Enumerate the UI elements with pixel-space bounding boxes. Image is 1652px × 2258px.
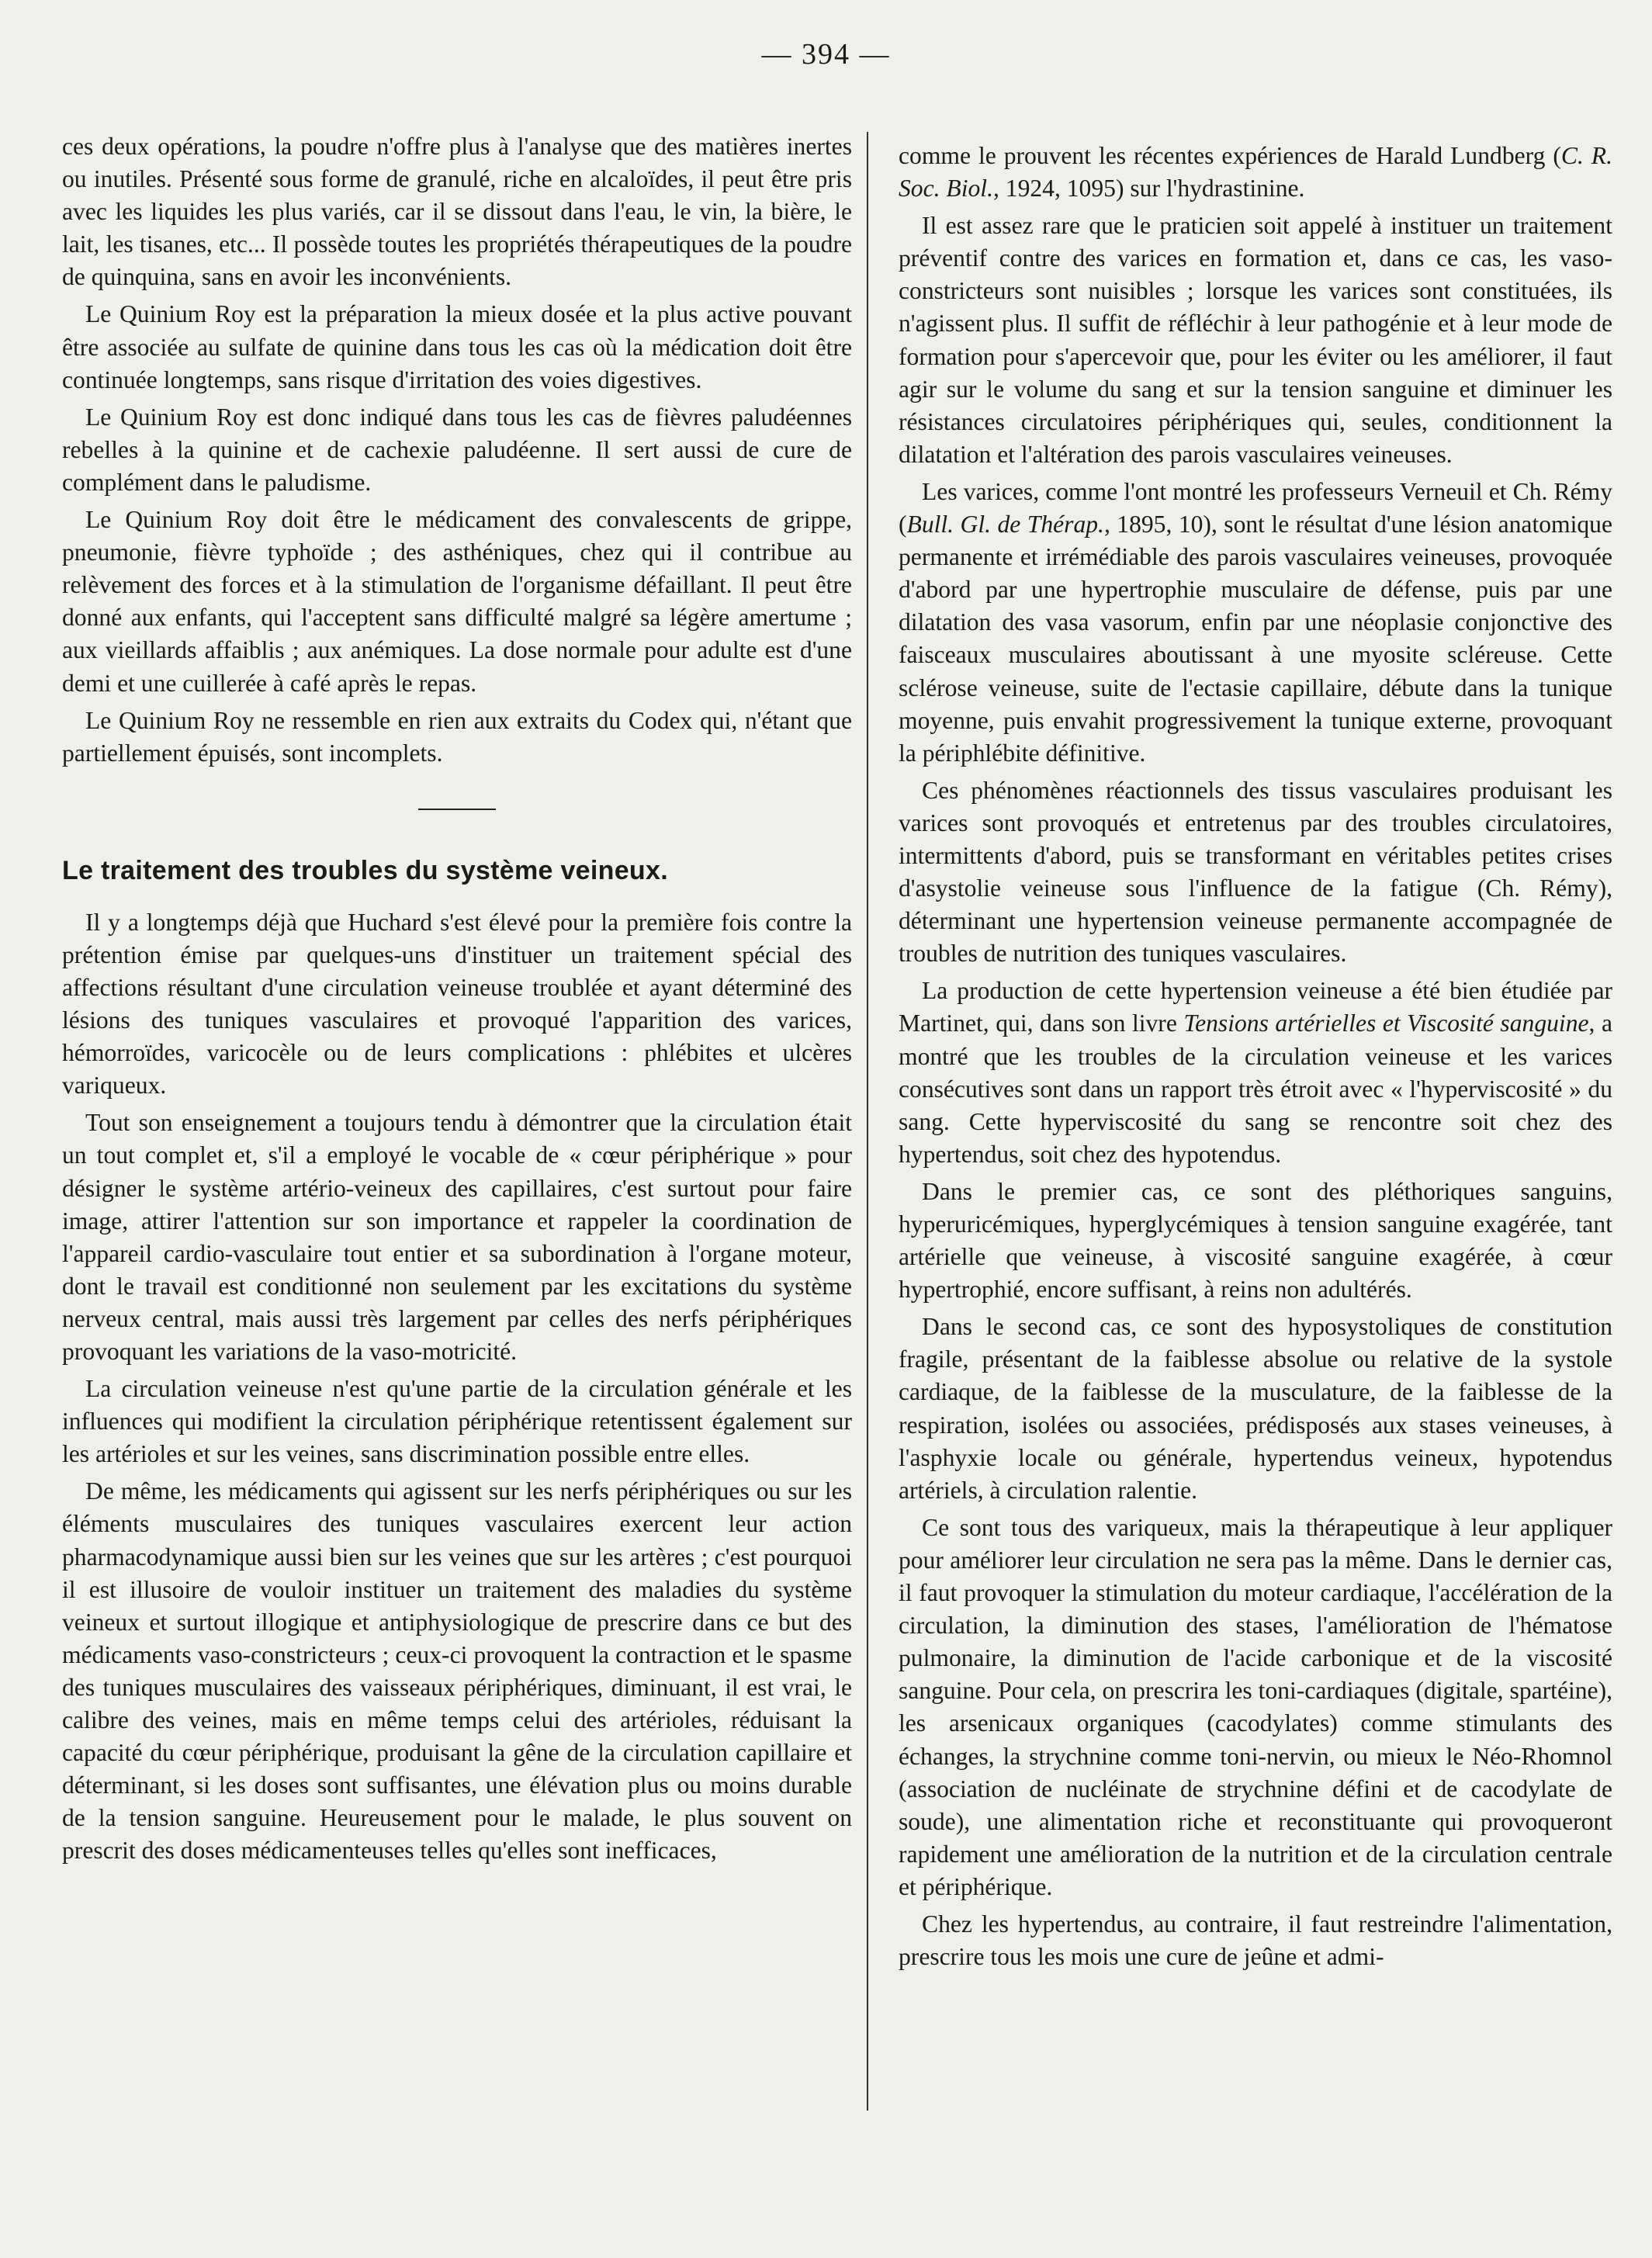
- paragraph: [899, 140, 1612, 205]
- paragraph: Il est assez rare que le praticien soit appelé à instituer un traitement préventif contre des varices en formation et, dans ce cas, les vaso-constricteurs sont nuisibles ; lorsque les varices sont constituées, ils n'agissent plus. Il suffit de réfléchir à leur pathogénie et à leur mode de formation pour s'apercevoir que, pour les éviter ou les améliorer, il faut agir sur le volume du sang et sur la tension sanguine et diminuer les résistances circulatoires périphériques qui, seules, conditionnent la dilatation et l'altération des parois vasculaires veineuses.: [899, 212, 1612, 468]
- paragraph: Ce sont tous des variqueux, mais la thérapeutique à leur appliquer pour améliorer leur circulation ne sera pas la même. Dans le dernier cas, il faut provoquer la stimulation du moteur cardiaque, l'accélération de la circulation, la diminution des stases, l'amélioration de l'hématose pulmonaire, la diminution de l'acide carbonique et de la viscosité sanguine. Pour cela, on prescrira les toni-cardiaques (digitale, spartéine), les arsenicaux organiques (cacodylates) comme stimulants des échanges, la strychnine comme toni-nervin, ou mieux le Néo-Rhomnol (association de nucléinate de strychnine défini et de cacodylate de soude), une alimentation riche et reconstituante qui provoqueront rapidement une amélioration de la nutrition et de la circulation centrale et périphérique.: [899, 1513, 1612, 1900]
- paragraph: Dans le premier cas, ce sont des pléthoriques sanguins, hyperuricémiques, hyperglycémiques à tension sanguine exagérée, tant artérielle que veineuse, à viscosité sanguine exagérée, à cœur hypertrophié, encore suffisant, à reins non adultérés.: [899, 1177, 1612, 1304]
- paragraph: Le Quinium Roy est donc indiqué dans tous les cas de fièvres paludéennes rebelles à la quinine et de cachexie paludéenne. Il sert aussi de cure de complément dans le paludisme.: [62, 403, 852, 496]
- paragraph: De même, les médicaments qui agissent sur les nerfs périphériques ou sur les éléments musculaires des tuniques vasculaires exercent leur action pharmacodynamique aussi bien sur les veines que sur les artères ; c'est pourquoi il est illusoire de vouloir instituer un traitement des maladies du système veineux et surtout illogique et antiphysiologique de prescrire dans ce but des médicaments vaso-constricteurs ; ceux-ci provoquent la contraction et le spasme des tuniques musculaires des vaisseaux périphériques, diminuant, il est vrai, le calibre des veines, mais en même temps celui des artérioles, réduisant la capacité du cœur périphérique, produisant la gêne de la circulation capillaire et déterminant, si les doses sont suffisantes, une élévation plus ou moins durable de la tension sanguine. Heureusement pour le malade, le plus souvent on prescrit des doses médicamenteuses telles qu'elles sont inefficaces,: [62, 1477, 852, 1865]
- paragraph: Le Quinium Roy doit être le médicament des convalescents de grippe, pneumonie, fièvre typhoïde ; des asthéniques, chez qui il contribue au relèvement des forces et à la stimulation de l'organisme défaillant. Il peut être donné aux enfants, qui l'acceptent sans difficulté malgré sa légère amertume ; aux vieillards affaiblis ; aux anémiques. La dose normale pour adulte est d'une demi et une cuillerée à café après le repas.: [62, 506, 852, 697]
- paragraph: Chez les hypertendus, au contraire, il faut restreindre l'alimentation, prescrire tous les mois une cure de jeûne et admi-: [899, 1910, 1612, 1971]
- text-run: , a montré que les troubles de la circulation veineuse et les varices consécutives sont dans un rapport très étroit avec « l'hyperviscosité » du sang. Cette hyperviscosité du sang se rencontre soit chez des hypertendus, soit chez des hypotendus.: [899, 1010, 1612, 1168]
- left-column: [62, 130, 852, 1872]
- citation: Bull. Gl. de Thérap.: [906, 511, 1104, 539]
- page-number: — 394 —: [761, 38, 891, 71]
- paragraph: Il y a longtemps déjà que Huchard s'est élevé pour la première fois contre la prétention émise par quelques-uns d'instituer un traitement spécial des affections résultant d'une circulation veineuse troublée et ayant déterminé des lésions des tuniques vasculaires et provoqué l'apparition des varices, hémorroïdes, varicocèle ou de leurs complications : phlébites et ulcères variqueux.: [62, 908, 852, 1100]
- paragraph: Ces phénomènes réactionnels des tissus vasculaires produisant les varices sont provoqués et entretenus par des troubles circulatoires, intermittents d'abord, puis se transformant en véritables petites crises d'asystolie veineuse sous l'influence de la fatigue (Ch. Rémy), déterminant une hypertension veineuse permanente accompagnée de troubles de nutrition des tuniques vasculaires.: [899, 776, 1612, 968]
- right-column: [899, 140, 1612, 1978]
- text-run: , 1924, 1095) sur l'hydrastinine.: [992, 175, 1305, 203]
- paragraph: Tout son enseignement a toujours tendu à démontrer que la circulation était un tout complet et, s'il a employé le vocable de « cœur périphérique » pour désigner le système artério-veineux des capillaires, c'est surtout pour faire image, attirer l'attention sur son importance et rappeler la coordination de l'appareil cardio-vasculaire tout entier et sa subordination à l'organe moteur, dont le travail est conditionné non seulement par les excitations du système nerveux central, mais aussi très largement par celles des nerfs périphériques provoquant les variations de la vaso-motricité.: [62, 1109, 852, 1365]
- citation: C. R. Soc. Biol.: [899, 142, 1612, 203]
- column-divider: [867, 132, 868, 2111]
- paragraph: [899, 975, 1612, 1171]
- paragraph: Le Quinium Roy est la préparation la mieux dosée et la plus active pouvant être associée au sulfate de quinine dans tous les cas où la médication doit être continuée longtemps, sans risque d'irritation des voies digestives.: [62, 300, 852, 393]
- paragraph: La circulation veineuse n'est qu'une partie de la circulation générale et les influences qui modifient la circulation périphérique retentissent également sur les artérioles et sur les veines, sans discrimination possible entre elles.: [62, 1375, 852, 1468]
- text-run: Les varices, comme l'ont montré les professeurs Verneuil et Ch. Rémy (: [899, 477, 1612, 539]
- section-title: Le traitement des troubles du système veineux.: [62, 855, 668, 885]
- text-run: , 1895, 10), sont le résultat d'une lésion anatomique permanente et irrémédiable des parois vasculaires veineuses, provoquée d'abord par une hypertrophie musculaire de défense, puis par une dilatation des vasa vasorum, enfin par une néoplasie conjonctive des faisceaux musculaires aboutissant à une myosite scléreuse. Cette sclérose veineuse, suite de l'ectasie capillaire, débute dans la tunique moyenne, puis envahit progressivement la tunique externe, provoquant la périphlébite définitive.: [899, 511, 1612, 767]
- section-separator-rule: [418, 809, 496, 810]
- paragraph: Le Quinium Roy ne ressemble en rien aux extraits du Codex qui, n'étant que partiellement épuisés, sont incomplets.: [62, 706, 852, 767]
- text-run: comme le prouvent les récentes expériences de Harald Lundberg (: [899, 142, 1561, 169]
- paragraph: ces deux opérations, la poudre n'offre plus à l'analyse que des matières inertes ou inutiles. Présenté sous forme de granulé, riche en alcaloïdes, il peut être pris avec les liquides les plus variés, car il se dissout dans l'eau, le vin, la bière, le lait, les tisanes, etc... Il possède toutes les propriétés thérapeutiques de la poudre de quinquina, sans en avoir les inconvénients.: [62, 133, 852, 291]
- paragraph: [899, 476, 1612, 770]
- citation: Tensions artérielles et Viscosité sanguine: [1183, 1010, 1589, 1037]
- paragraph: Dans le second cas, ce sont des hyposystoliques de constitution fragile, présentant de la faiblesse absolue ou relative de la systole cardiaque, de la faiblesse de la musculature, de la faiblesse de la respiration, isolées ou associées, prédisposés aux stases veineuses, à l'asphyxie locale ou générale, hypertendus veineux, hypotendus artériels, à circulation ralentie.: [899, 1313, 1612, 1504]
- text-run: La production de cette hypertension veineuse a été bien étudiée par Martinet, qui, dans son livre: [899, 977, 1612, 1037]
